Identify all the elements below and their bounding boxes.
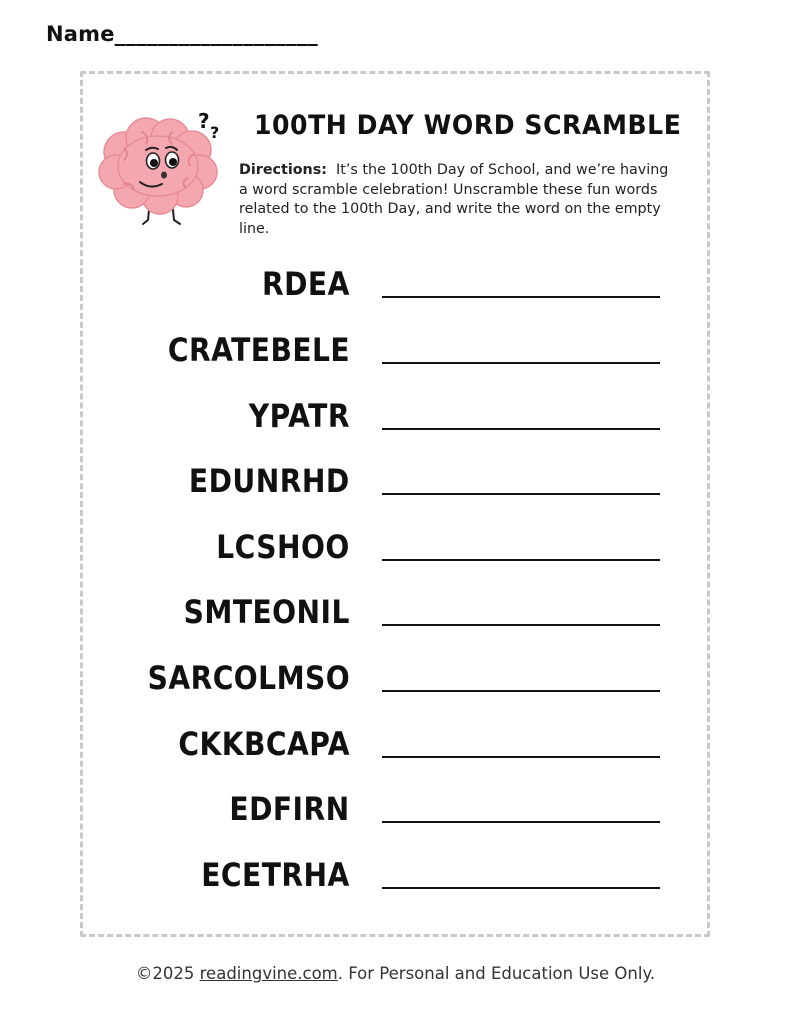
scrambled-word: CKKBCAPA: [178, 725, 350, 763]
word-row: [120, 781, 680, 827]
scrambled-word: EDUNRHD: [189, 462, 350, 500]
footer: [0, 964, 791, 983]
directions-text: It’s the 100th Day of School, and we’re having a word scramble celebration! Unscramble these fun words related to the 100th Day, and write the word on the empty line.: [239, 162, 669, 238]
scrambled-word: EDFIRN: [229, 790, 350, 828]
svg-text:?: ?: [198, 109, 210, 133]
word-row: [120, 519, 680, 565]
word-row: [120, 322, 680, 368]
copyright: ©2025: [135, 964, 200, 983]
answer-line[interactable]: [382, 624, 660, 626]
scrambled-word: YPATR: [248, 397, 350, 435]
scrambled-word: RDEA: [262, 265, 350, 303]
answer-line[interactable]: [382, 559, 660, 561]
answer-line[interactable]: [382, 756, 660, 758]
answer-line[interactable]: [382, 428, 660, 430]
answer-line[interactable]: [382, 493, 660, 495]
scrambled-word: ECETRHA: [201, 856, 350, 894]
scrambled-word: SMTEONIL: [183, 593, 350, 631]
word-row: [120, 650, 680, 696]
answer-line[interactable]: [382, 296, 660, 298]
answer-line[interactable]: [382, 821, 660, 823]
answer-line[interactable]: [382, 690, 660, 692]
scrambled-word: SARCOLMSO: [147, 659, 350, 697]
directions-label: Directions:: [239, 162, 327, 178]
svg-text:?: ?: [210, 123, 220, 142]
scrambled-word: LCSHOO: [216, 528, 350, 566]
word-row: [120, 256, 680, 302]
site-link[interactable]: readingvine.com: [199, 964, 338, 983]
word-row: [120, 584, 680, 630]
answer-line[interactable]: [382, 887, 660, 889]
word-row: [120, 388, 680, 434]
worksheet-title: 100TH DAY WORD SCRAMBLE: [254, 110, 682, 141]
scrambled-word: CRATEBELE: [167, 331, 350, 369]
name-field[interactable]: Name___________________: [46, 22, 318, 46]
answer-line[interactable]: [382, 362, 660, 364]
word-row: [120, 716, 680, 762]
word-row: [120, 453, 680, 499]
word-row: [120, 847, 680, 893]
usage-notice: . For Personal and Education Use Only.: [337, 964, 656, 983]
